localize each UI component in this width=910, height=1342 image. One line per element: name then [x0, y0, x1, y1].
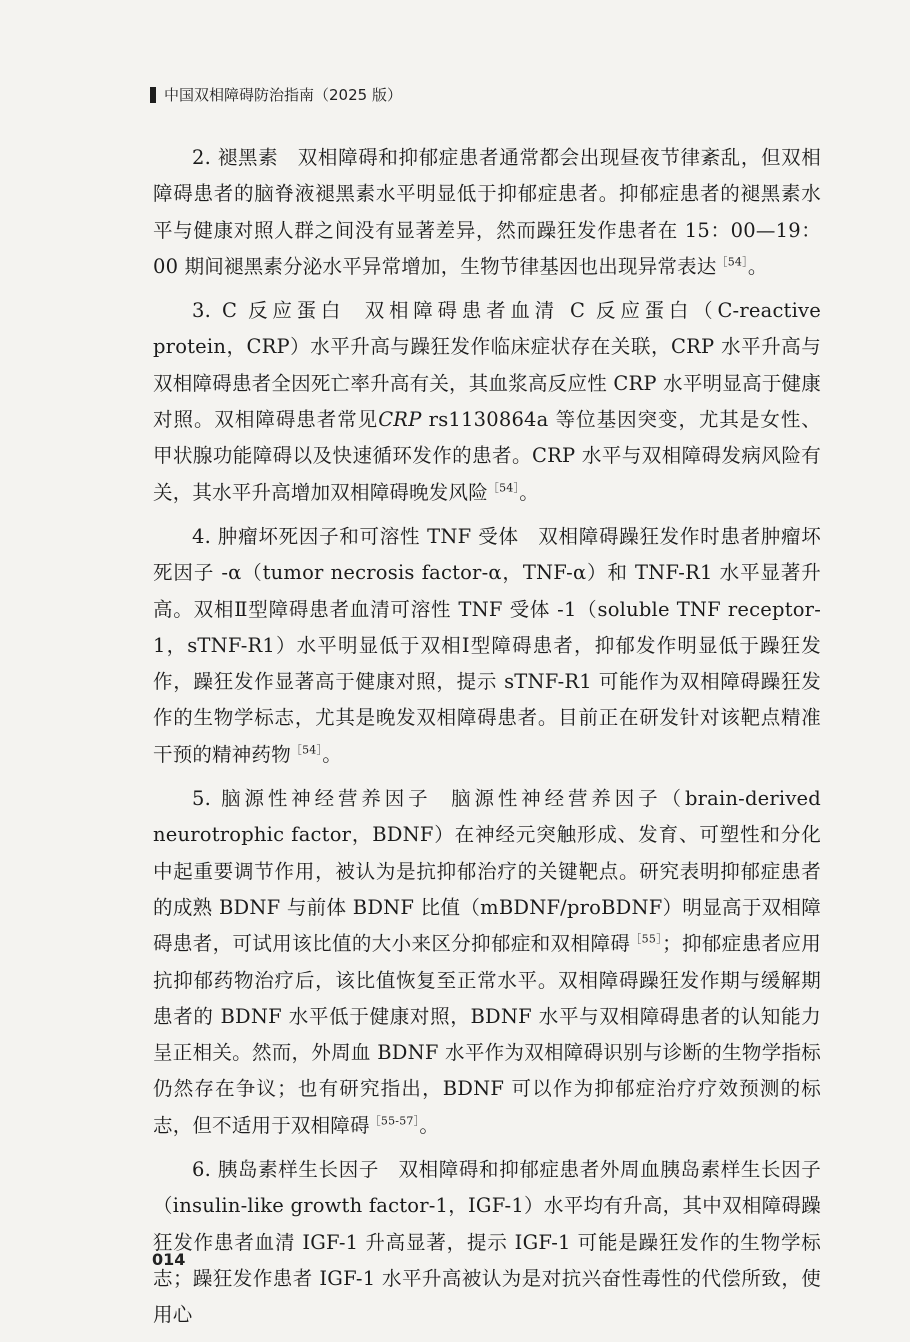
paragraph-bdnf — [153, 781, 821, 1144]
paragraph-text: 脑源性神经营养因子（brain-derived neurotrophic factor，BDNF）在神经元突触形成、发育、可塑性和分化中起重要调节作用，被认为是抗抑郁治疗的关键靶点。研究表明抑郁症患者的成熟 BDNF 与前体 BDNF 比值（mBDNF/proBDNF）明显高于双相障碍患者，可试用该比值的大小来区分抑郁症和双相障碍 — [153, 787, 821, 956]
section-heading: 5. 脑源性神经营养因子 — [192, 787, 432, 811]
header-marker-bar — [150, 87, 156, 103]
section-heading: 2. 褪黑素 — [192, 146, 279, 169]
paragraph-text-2: ；抑郁症患者应用抗抑郁药物治疗后，该比值恢复至正常水平。双相障碍躁狂发作期与缓解期患者的 BDNF 水平低于健康对照，BDNF 水平与双相障碍患者的认知能力呈正相关。然而，外周血 BDNF 水平作为双相障碍识别与诊断的生物学指标仍然存在争议；也有研究指出，BDNF 可以作为抑郁症治疗疗效预测的标志，但不适用于双相障碍 — [153, 932, 821, 1137]
running-header — [150, 84, 402, 105]
paragraph-tail: 。 — [322, 742, 342, 766]
header-title: 中国双相障碍防治指南（2025 版） — [164, 86, 402, 104]
paragraph-text: 双相障碍患者血清 C 反应蛋白（C-reactive protein，CRP）水平升高与躁狂发作临床症状存在关联，CRP 水平升高与双相障碍患者全因死亡率升高有关，其血浆高反应性 CRP 水平明显高于健康对照。双相障碍患者常见 — [153, 299, 821, 432]
citation-ref: ［54］ — [716, 255, 748, 269]
citation-ref: ［55］ — [630, 932, 663, 946]
section-heading: 6. 胰岛素样生长因子 — [192, 1158, 379, 1182]
section-heading: 3. C 反应蛋白 — [192, 299, 346, 323]
citation-ref-2: ［55-57］ — [369, 1114, 420, 1128]
body-text — [153, 140, 821, 1342]
paragraph-tnf — [153, 519, 821, 773]
gene-name: CRP — [378, 408, 422, 432]
paragraph-igf — [153, 1152, 821, 1333]
paragraph-tail: 。 — [747, 254, 768, 278]
citation-ref: ［54］ — [290, 743, 323, 757]
paragraph-text: 双相障碍和抑郁症患者通常都会出现昼夜节律紊乱，但双相障碍患者的脑脊液褪黑素水平明显低于抑郁症患者。抑郁症患者的褪黑素水平与健康对照人群之间没有显著差异，然而躁狂发作患者在 15：00—19：00 期间褪黑素分泌水平异常增加，生物节律基因也出现异常表达 — [153, 146, 821, 278]
paragraph-text: 双相障碍和抑郁症患者外周血胰岛素样生长因子（insulin-like growth factor-1，IGF-1）水平均有升高，其中双相障碍躁狂发作患者血清 IGF-1 升高显著，提示 IGF-1 可能是躁狂发作的生物学标志；躁狂发作患者 IGF-1 水平升高被认为是对抗兴奋性毒性的代偿所致，使用心 — [153, 1158, 821, 1327]
page-number: 014 — [152, 1250, 186, 1269]
paragraph-melatonin — [153, 140, 821, 285]
citation-ref: ［54］ — [487, 481, 520, 495]
section-heading: 4. 肿瘤坏死因子和可溶性 TNF 受体 — [192, 524, 519, 548]
paragraph-crp — [153, 293, 821, 511]
paragraph-tail: 。 — [519, 480, 539, 504]
paragraph-tail: 。 — [419, 1113, 440, 1137]
paragraph-text: 双相障碍躁狂发作时患者肿瘤坏死因子 -α（tumor necrosis factor-α，TNF-α）和 TNF-R1 水平显著升高。双相Ⅱ型障碍患者血清可溶性 TNF 受体 -1（soluble TNF receptor-1，sTNF-R1）水平明显低于双相Ⅰ型障碍患者，抑郁发作明显低于躁狂发作，躁狂发作显著高于健康对照，提示 sTNF-R1 可能作为双相障碍躁狂发作的生物学标志，尤其是晚发双相障碍患者。目前正在研发针对该靶点精准干预的精神药物 — [153, 524, 821, 766]
paragraph-text-2: rs1130864a 等位基因突变，尤其是女性、甲状腺功能障碍以及快速循环发作的患者。CRP 水平与双相障碍发病风险有关，其水平升高增加双相障碍晚发风险 — [153, 408, 822, 504]
